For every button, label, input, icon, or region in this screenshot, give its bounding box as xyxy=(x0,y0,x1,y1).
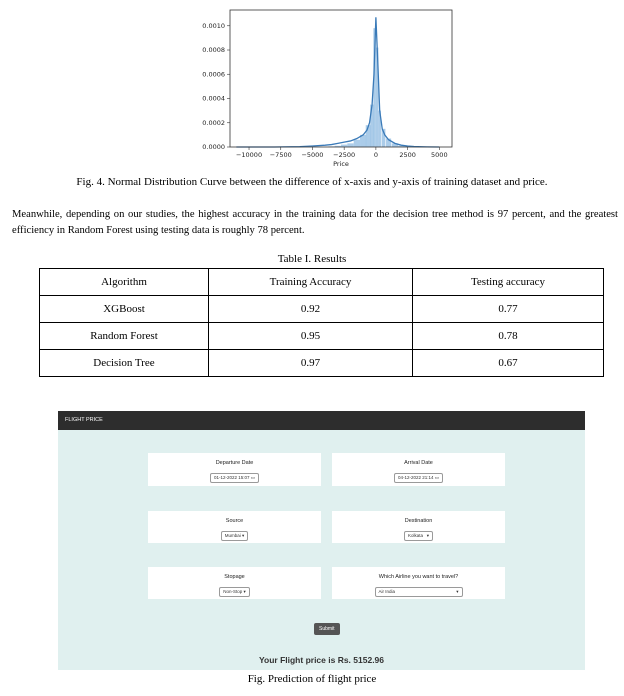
destination-label: Destination xyxy=(404,518,433,524)
table-cell: 0.67 xyxy=(413,350,604,377)
table-cell: XGBoost xyxy=(40,296,209,323)
table-cell: 0.78 xyxy=(413,323,604,350)
y-tick-label: 0.0008 xyxy=(202,46,225,55)
distribution-chart xyxy=(192,6,462,171)
arrival-date-input[interactable]: 04-12-2022 21:14 ▭ xyxy=(394,473,443,483)
airline-label: Which Airline you want to travel? xyxy=(378,574,459,580)
x-tick-label: −5000 xyxy=(301,151,324,159)
results-table xyxy=(39,268,604,377)
table-row xyxy=(40,323,604,350)
table-row xyxy=(40,296,604,323)
flight-price-app-screenshot xyxy=(58,411,585,670)
figure4-caption: Fig. 4. Normal Distribution Curve between the difference of x-axis and y-axis of training dataset and price. xyxy=(76,176,548,188)
histogram-bar xyxy=(347,143,353,147)
y-tick-label: 0.0000 xyxy=(202,143,225,152)
x-tick-label: 2500 xyxy=(399,151,416,159)
stopage-card xyxy=(148,567,321,599)
submit-button[interactable]: Submit xyxy=(314,623,340,635)
histogram-bar xyxy=(366,125,371,147)
y-tick-label: 0.0004 xyxy=(202,94,225,103)
table-cell: Random Forest xyxy=(40,323,209,350)
column-header: Training Accuracy xyxy=(209,269,413,296)
table-cell: 0.97 xyxy=(209,350,413,377)
table-cell: Decision Tree xyxy=(40,350,209,377)
x-tick-label: −7500 xyxy=(269,151,292,159)
stopage-select[interactable]: Non-Stop ▾ xyxy=(219,587,250,597)
x-axis-label: Price xyxy=(333,160,349,168)
results-paragraph: Meanwhile, depending on our studies, the highest accuracy in the training data for the decision tree method is 97 percent, and the greatest efficiency in Random Forest using testing data is roughly 78 percent. xyxy=(12,209,618,236)
destination-card xyxy=(332,511,505,543)
table-title: Table I. Results xyxy=(277,253,347,265)
x-tick-label: 0 xyxy=(373,151,378,159)
table-header-row xyxy=(40,269,604,296)
app-header: FLIGHT PRICE xyxy=(58,411,585,430)
table-cell: 0.92 xyxy=(209,296,413,323)
arrival-label: Arrival Date xyxy=(404,460,433,466)
departure-card xyxy=(148,453,321,486)
airline-card xyxy=(332,567,505,599)
calendar-icon[interactable]: ▭ xyxy=(250,475,256,480)
source-card xyxy=(148,511,321,543)
column-header: Testing accuracy xyxy=(413,269,604,296)
y-tick-label: 0.0010 xyxy=(202,21,225,30)
figure-caption: Fig. Prediction of flight price xyxy=(247,673,377,685)
departure-date-input[interactable]: 01-12-2022 15:07 ▭ xyxy=(210,473,259,483)
source-select[interactable]: Mumbai ▾ xyxy=(221,531,249,541)
predicted-price-text: Your Flight price is Rs. 5152.96 xyxy=(258,655,385,665)
y-tick-label: 0.0006 xyxy=(202,70,225,79)
table-cell: 0.77 xyxy=(413,296,604,323)
plot-frame xyxy=(230,10,452,147)
departure-label: Departure Date xyxy=(215,460,254,466)
y-tick-label: 0.0002 xyxy=(202,118,225,127)
destination-select[interactable]: Kolkata ▾ xyxy=(404,531,433,541)
stopage-label: Stopage xyxy=(224,574,245,580)
kde-line xyxy=(236,17,439,147)
chevron-down-icon: ▾ xyxy=(243,589,246,594)
x-tick-label: −2500 xyxy=(333,151,356,159)
source-label: Source xyxy=(225,518,244,524)
table-cell: 0.95 xyxy=(209,323,413,350)
table-row xyxy=(40,350,604,377)
chevron-down-icon: ▾ xyxy=(426,533,430,538)
chevron-down-icon: ▾ xyxy=(242,533,245,538)
airline-select[interactable]: Air India ▾ xyxy=(375,587,463,597)
x-tick-label: 5000 xyxy=(431,151,448,159)
arrival-card xyxy=(332,453,505,486)
calendar-icon[interactable]: ▭ xyxy=(434,475,440,480)
chevron-down-icon: ▾ xyxy=(456,589,459,594)
column-header: Algorithm xyxy=(40,269,209,296)
histogram-bar xyxy=(354,140,360,147)
x-tick-label: −10000 xyxy=(235,151,263,159)
